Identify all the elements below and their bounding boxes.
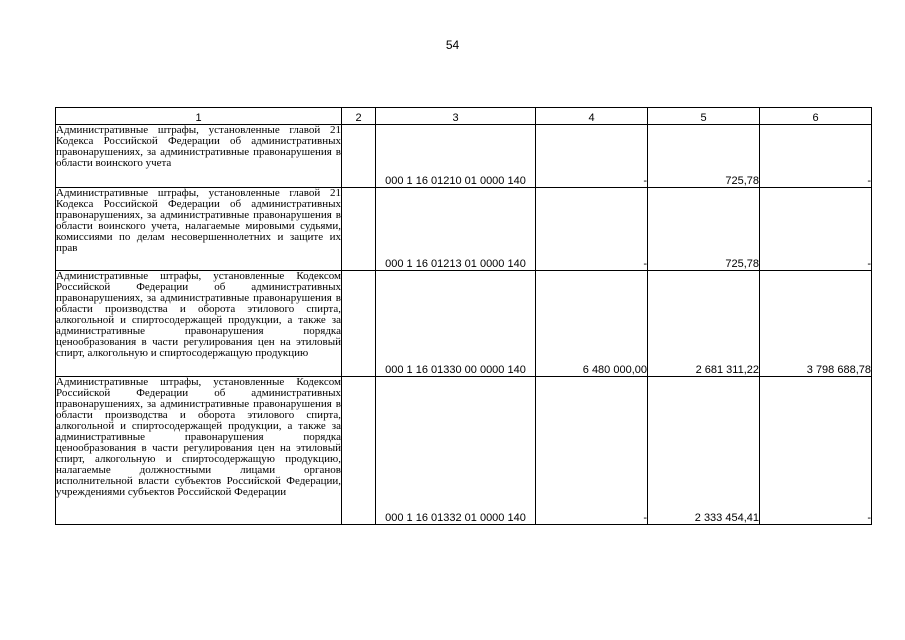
row-budget-code: 000 1 16 01210 01 0000 140 [376, 125, 536, 188]
row-col5-value: 2 681 311,22 [648, 271, 760, 377]
row-description: Административные штрафы, установленные Кодексом Российской Федерации об административных правонарушениях, за административные правонарушения в области производства и оборота этилового спирта, алкогольной и спиртосодержащей продукции, а также за административные правонарушения порядка ценообразования в части регулирования цен на этиловый спирт, алкогольную и спиртосодержащую продукцию, налагаемые должностными лицами органов исполнительной власти субъектов Российской Федерации, учреждениями субъектов Российской Федерации [56, 377, 342, 525]
row-description: Административные штрафы, установленные Кодексом Российской Федерации об административных правонарушениях, за административные правонарушения в области производства и оборота этилового спирта, алкогольной и спиртосодержащей продукции, а также за административные правонарушения порядка ценообразования в части регулирования цен на этиловый спирт, алкогольную и спиртосодержащую продукцию [56, 271, 342, 377]
row-col4-value: - [536, 125, 648, 188]
column-header-5: 5 [648, 108, 760, 125]
row-col2 [342, 125, 376, 188]
row-col5-value: 2 333 454,41 [648, 377, 760, 525]
row-description: Административные штрафы, установленные главой 21 Кодекса Российской Федерации об административных правонарушениях, за административные правонарушения в области воинского учета, налагаемые мировыми судьями, комиссиями по делам несовершеннолетних и защите их прав [56, 188, 342, 271]
row-col6-value: - [760, 377, 872, 525]
row-col6-value: - [760, 188, 872, 271]
row-budget-code: 000 1 16 01330 00 0000 140 [376, 271, 536, 377]
row-col5-value: 725,78 [648, 188, 760, 271]
table-row [56, 188, 872, 271]
column-header-1: 1 [56, 108, 342, 125]
table-row [56, 377, 872, 525]
column-header-4: 4 [536, 108, 648, 125]
table-row [56, 125, 872, 188]
page-number: 54 [445, 38, 460, 52]
row-col4-value: - [536, 377, 648, 525]
row-description: Административные штрафы, установленные главой 21 Кодекса Российской Федерации об административных правонарушениях, за административные правонарушения в области воинского учета [56, 125, 342, 188]
row-col2 [342, 377, 376, 525]
row-col4-value: 6 480 000,00 [536, 271, 648, 377]
column-header-3: 3 [376, 108, 536, 125]
column-header-6: 6 [760, 108, 872, 125]
row-budget-code: 000 1 16 01332 01 0000 140 [376, 377, 536, 525]
row-col2 [342, 271, 376, 377]
row-budget-code: 000 1 16 01213 01 0000 140 [376, 188, 536, 271]
table-row [56, 271, 872, 377]
row-col5-value: 725,78 [648, 125, 760, 188]
column-header-2: 2 [342, 108, 376, 125]
row-col2 [342, 188, 376, 271]
row-col4-value: - [536, 188, 648, 271]
row-col6-value: - [760, 125, 872, 188]
row-col6-value: 3 798 688,78 [760, 271, 872, 377]
column-number-row [56, 108, 872, 125]
budget-table [55, 107, 872, 525]
